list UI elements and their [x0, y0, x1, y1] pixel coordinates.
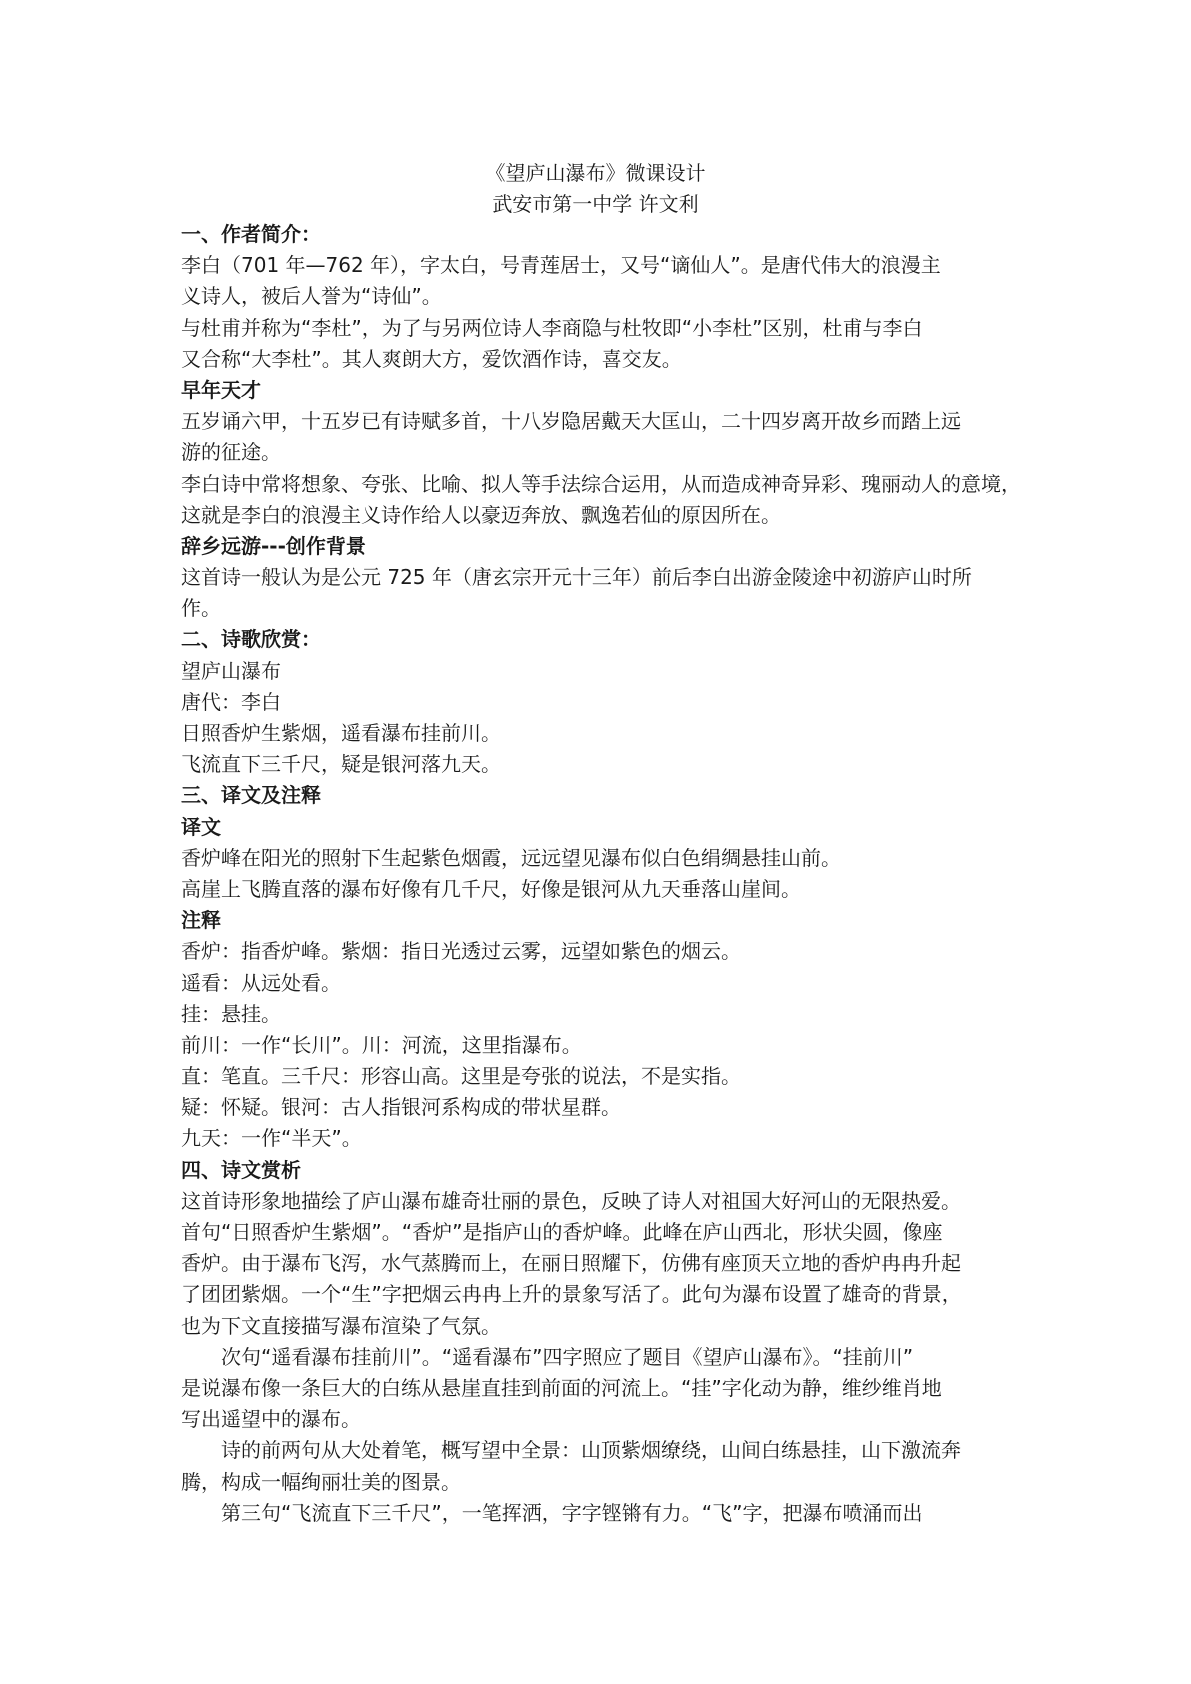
text-line: 李白（701 年—762 年），字太白，号青莲居士，又号“谪仙人”。是唐代伟大的浪漫主 — [181, 253, 941, 278]
text-line: 也为下文直接描写瀑布渲染了气氛。 — [181, 1313, 501, 1338]
text-line: 遥看：从远处看。 — [181, 970, 341, 995]
text-line: 腾，构成一幅绚丽壮美的图景。 — [181, 1469, 461, 1494]
document-header — [0, 158, 1191, 220]
text-line: 疑：怀疑。银河：古人指银河系构成的带状星群。 — [181, 1095, 621, 1120]
section-heading: 三、译文及注释 — [181, 783, 321, 808]
section-heading: 一、作者简介： — [181, 222, 321, 246]
document-body — [181, 219, 1021, 1529]
text-line: 义诗人，被后人誉为“诗仙”。 — [181, 284, 442, 309]
section-heading: 二、诗歌欣赏： — [181, 627, 321, 652]
text-line: 这首诗一般认为是公元 725 年（唐玄宗开元十三年）前后李白出游金陵途中初游庐山时所 — [181, 565, 972, 590]
text-line: 香炉：指香炉峰。紫烟：指日光透过云雾，远望如紫色的烟云。 — [181, 939, 741, 964]
text-line: 前川：一作“长川”。川：河流，这里指瀑布。 — [181, 1032, 582, 1057]
text-line: 飞流直下三千尺，疑是银河落九天。 — [181, 752, 501, 777]
text-line: 游的征途。 — [181, 440, 281, 465]
section-heading: 辞乡远游---创作背景 — [181, 533, 366, 558]
document-subtitle: 武安市第一中学 许文利 — [492, 192, 699, 216]
text-line: 又合称“大李杜”。其人爽朗大方，爱饮酒作诗，喜交友。 — [181, 346, 682, 371]
text-line: 香炉峰在阳光的照射下生起紫色烟霞，远远望见瀑布似白色绢绸悬挂山前。 — [181, 845, 841, 870]
text-line: 香炉。由于瀑布飞泻，水气蒸腾而上，在丽日照耀下，仿佛有座顶天立地的香炉冉冉升起 — [181, 1251, 961, 1276]
text-line: 作。 — [181, 596, 221, 621]
text-line: 这就是李白的浪漫主义诗作给人以豪迈奔放、飘逸若仙的原因所在。 — [181, 502, 781, 527]
text-line: 挂：悬挂。 — [181, 1001, 281, 1026]
section-heading: 四、诗文赏析 — [181, 1157, 301, 1182]
text-line: 诗的前两句从大处着笔，概写望中全景：山顶紫烟缭绕，山间白练悬挂，山下激流奔 — [221, 1438, 961, 1463]
document-title: 《望庐山瀑布》微课设计 — [485, 161, 706, 185]
text-line: 第三句“飞流直下三千尺”，一笔挥洒，字字铿锵有力。“飞”字，把瀑布喷涌而出 — [221, 1500, 923, 1525]
text-line: 写出遥望中的瀑布。 — [181, 1407, 361, 1432]
text-line: 五岁诵六甲，十五岁已有诗赋多首，十八岁隐居戴天大匡山，二十四岁离开故乡而踏上远 — [181, 409, 961, 434]
text-line: 首句“日照香炉生紫烟”。“香炉”是指庐山的香炉峰。此峰在庐山西北，形状尖圆，像座 — [181, 1220, 943, 1244]
text-line: 高崖上飞腾直落的瀑布好像有几千尺，好像是银河从九天垂落山崖间。 — [181, 876, 801, 901]
text-line: 九天：一作“半天”。 — [181, 1126, 362, 1151]
text-line: 唐代：李白 — [181, 689, 281, 714]
text-line: 直：笔直。三千尺：形容山高。这里是夸张的说法，不是实指。 — [181, 1064, 741, 1089]
section-heading: 译文 — [181, 814, 221, 839]
text-line: 望庐山瀑布 — [181, 658, 281, 683]
text-line: 了团团紫烟。一个“生”字把烟云冉冉上升的景象写活了。此句为瀑布设置了雄奇的背景， — [181, 1282, 962, 1307]
text-line: 日照香炉生紫烟，遥看瀑布挂前川。 — [181, 721, 501, 745]
text-line: 李白诗中常将想象、夸张、比喻、拟人等手法综合运用，从而造成神奇异彩、瑰丽动人的意境， — [181, 471, 1021, 496]
section-heading: 注释 — [181, 908, 221, 933]
section-heading: 早年天才 — [181, 377, 261, 402]
text-line: 是说瀑布像一条巨大的白练从悬崖直挂到前面的河流上。“挂”字化动为静，维纱维肖地 — [181, 1375, 942, 1400]
text-line: 这首诗形象地描绘了庐山瀑布雄奇壮丽的景色，反映了诗人对祖国大好河山的无限热爱。 — [181, 1188, 961, 1213]
text-line: 次句“遥看瀑布挂前川”。“遥看瀑布”四字照应了题目《望庐山瀑布》。“挂前川” — [221, 1344, 914, 1369]
text-line: 与杜甫并称为“李杜”，为了与另两位诗人李商隐与杜牧即“小李杜”区别，杜甫与李白 — [181, 315, 923, 340]
